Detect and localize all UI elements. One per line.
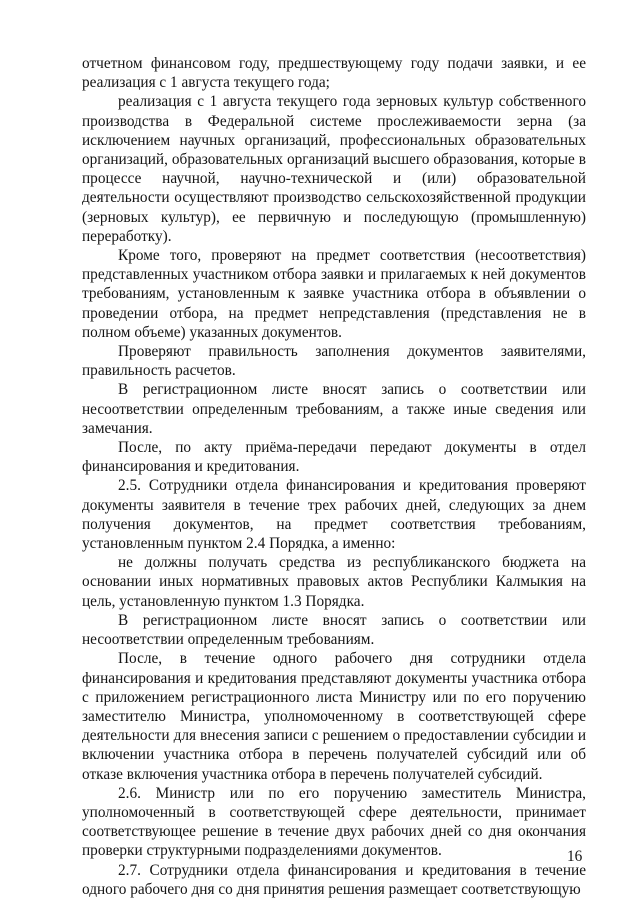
- paragraph-8: не должны получать средства из республиканского бюджета на основании иных нормативных правовых актов Республики Калмыкия на цель, установленную пунктом 1.3 Порядка.: [82, 554, 586, 610]
- paragraph-7: 2.5. Сотрудники отдела финансирования и кредитования проверяют документы заявителя в течение трех рабочих дней, следующих за днем получения документов, на предмет соответствия требованиям, установленным пунктом 2.4 Порядка, а именно:: [82, 477, 586, 553]
- page-number: 16: [567, 848, 583, 865]
- paragraph-4: Проверяют правильность заполнения документов заявителями, правильность расчетов.: [82, 343, 586, 380]
- paragraph-11: 2.6. Министр или по его поручению заместитель Министра, уполномоченный в соответствующей сфере деятельности, принимает соответствующее решение в течение двух рабочих дней со дня окончания проверки структурными подразделениями документов.: [82, 784, 586, 860]
- paragraph-10: После, в течение одного рабочего дня сотрудники отдела финансирования и кредитования представляют документы участника отбора с приложением регистрационного листа Министру или по его поручению заместителю Министра, уполномоченному в соответствующей сфере деятельности для внесения записи с решением о предоставлении субсидии и включении участника отбора в перечень получателей субсидий или об отказе включения участника отбора в перечень получателей субсидий.: [82, 650, 586, 783]
- paragraph-5: В регистрационном листе вносят запись о соответствии или несоответствии определенным требованиям, а также иные сведения или замечания.: [82, 381, 586, 437]
- paragraph-6: После, по акту приёма-передачи передают документы в отдел финансирования и кредитования.: [82, 439, 586, 476]
- paragraph-2: реализация с 1 августа текущего года зерновых культур собственного производства в Федеральной системе прослеживаемости зерна (за исключением научных организаций, профессиональных образовательных организаций, образовательных организаций высшего образования, которые в процессе научной, научно-технической и (или) образовательной деятельности осуществляют производство сельскохозяйственной продукции (зерновых культур), ее первичную и последующую (промышленную) переработку).: [82, 93, 586, 245]
- document-body: [82, 54, 586, 899]
- paragraph-1: отчетном финансовом году, предшествующему году подачи заявки, и ее реализация с 1 августа текущего года;: [82, 55, 586, 92]
- paragraph-12: 2.7. Сотрудники отдела финансирования и кредитования в течение одного рабочего дня со дня принятия решения размещает соответствующую: [82, 861, 586, 898]
- paragraph-3: Кроме того, проверяют на предмет соответствия (несоответствия) представленных участником отбора заявки и прилагаемых к ней документов требованиям, установленным к заявке участника отбора в объявлении о проведении отбора, на предмет непредставления (представления не в полном объеме) указанных документов.: [82, 247, 586, 341]
- paragraph-9: В регистрационном листе вносят запись о соответствии или несоответствии определенным требованиям.: [82, 611, 586, 649]
